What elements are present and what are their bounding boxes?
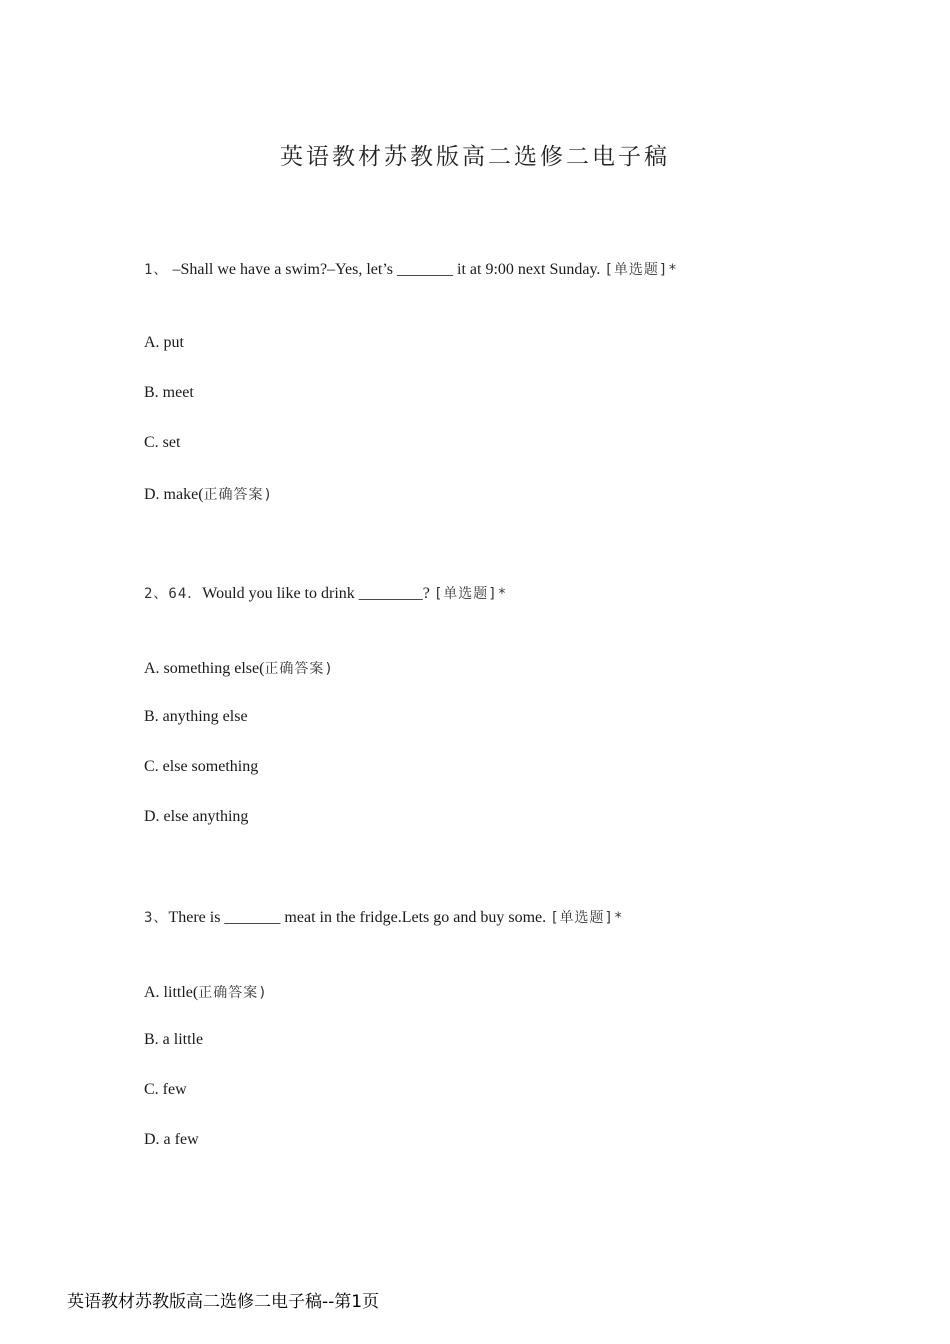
question-number: 2、64． <box>144 586 203 602</box>
question-1 <box>144 259 678 279</box>
option-label: C. few <box>144 1081 187 1098</box>
option-1a[interactable] <box>144 334 184 352</box>
option-label: B. meet <box>144 384 194 401</box>
question-number: 3、 <box>144 910 169 926</box>
option-label: B. anything else <box>144 708 248 725</box>
option-label: D. else anything <box>144 808 249 825</box>
question-type-tag: [单选题]* <box>604 262 678 278</box>
correct-answer-note: 正确答案) <box>198 985 268 1001</box>
option-label: D. make( <box>144 486 204 503</box>
option-label: A. put <box>144 334 184 351</box>
question-2 <box>144 583 507 603</box>
question-text: There is _______ meat in the fridge.Lets go and buy some. <box>168 909 551 926</box>
document-title: 英语教材苏教版高二选修二电子稿 <box>280 144 670 170</box>
option-label: C. else something <box>144 758 259 775</box>
option-label: D. a few <box>144 1131 199 1148</box>
question-3 <box>144 907 623 927</box>
option-label: B. a little <box>144 1031 204 1048</box>
option-2d[interactable] <box>144 808 248 826</box>
option-3b[interactable] <box>144 1031 203 1049</box>
option-2b[interactable] <box>144 708 248 726</box>
option-label: A. little( <box>144 984 199 1001</box>
option-1b[interactable] <box>144 384 194 402</box>
question-text: Would you like to drink ________? <box>202 585 434 602</box>
page-footer: 英语教材苏教版高二选修二电子稿--第1页 <box>67 1292 380 1312</box>
option-3d[interactable] <box>144 1131 199 1149</box>
question-number: 1、 <box>144 262 169 278</box>
option-2c[interactable] <box>144 758 258 776</box>
option-2a[interactable] <box>144 658 334 678</box>
option-label: C. set <box>144 434 181 451</box>
question-type-tag: [单选题]* <box>550 910 624 926</box>
option-3c[interactable] <box>144 1081 187 1099</box>
option-label: A. something else( <box>144 660 265 677</box>
correct-answer-note: 正确答案) <box>264 661 334 677</box>
option-1d[interactable] <box>144 484 273 504</box>
correct-answer-note: 正确答案) <box>203 487 273 503</box>
question-text: –Shall we have a swim?–Yes, let’s _______ it at 9:00 next Sunday. <box>168 261 605 278</box>
option-3a[interactable] <box>144 982 268 1002</box>
option-1c[interactable] <box>144 434 180 452</box>
question-type-tag: [单选题]* <box>433 586 508 602</box>
